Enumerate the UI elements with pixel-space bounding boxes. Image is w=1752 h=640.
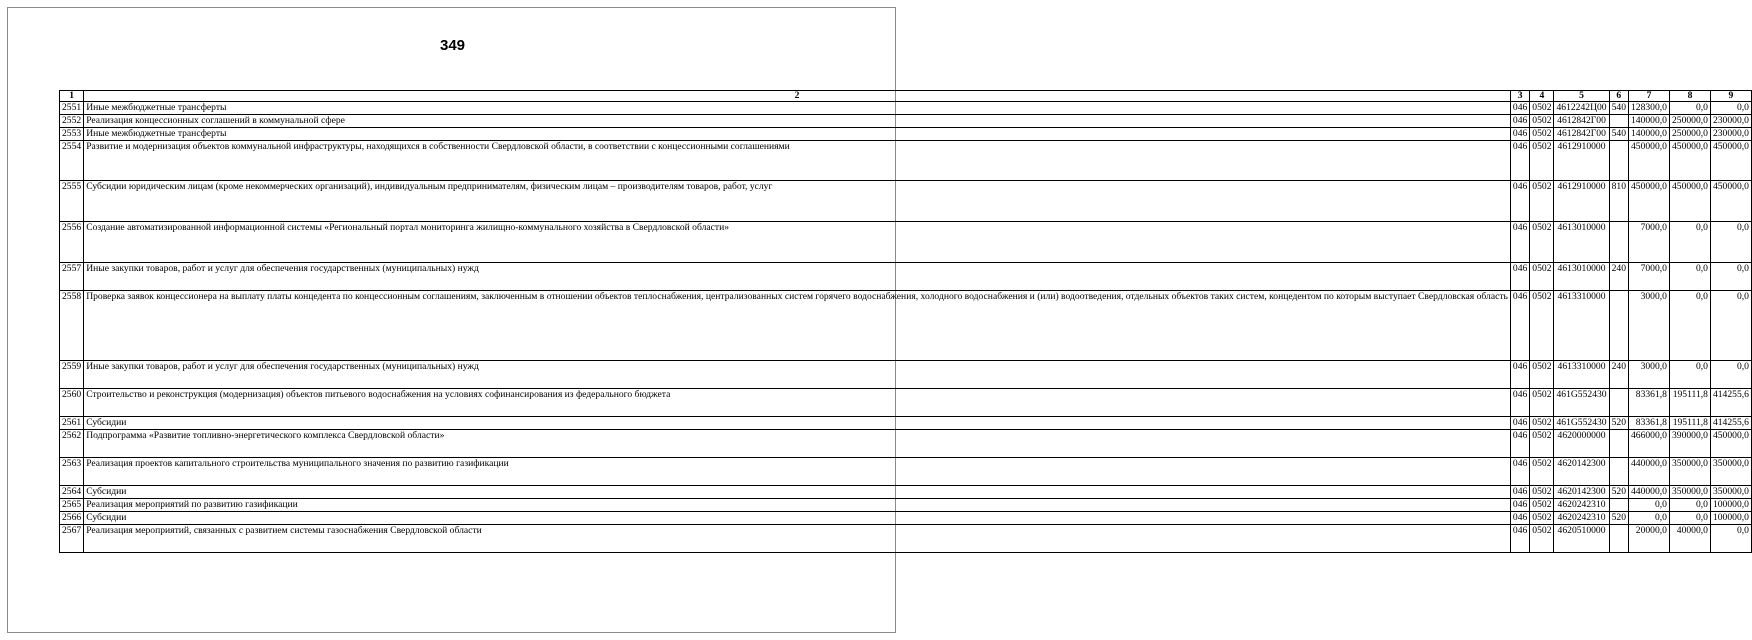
row-code-6 bbox=[1609, 389, 1628, 417]
row-amount-9: 450000,0 bbox=[1710, 181, 1751, 222]
row-amount-7: 83361,8 bbox=[1628, 417, 1669, 430]
row-code-5: 4613310000 bbox=[1554, 361, 1609, 389]
row-code-3: 046 bbox=[1510, 128, 1529, 141]
row-name: Подпрограмма «Развитие топливно-энергетического комплекса Свердловской области» bbox=[84, 430, 1511, 458]
row-amount-9: 350000,0 bbox=[1710, 486, 1751, 499]
row-number: 2558 bbox=[60, 291, 84, 361]
row-code-3: 046 bbox=[1510, 458, 1529, 486]
row-code-5: 4620000000 bbox=[1554, 430, 1609, 458]
table-row bbox=[60, 128, 1752, 141]
row-amount-8: 450000,0 bbox=[1669, 141, 1710, 181]
row-code-5: 4620242310 bbox=[1554, 512, 1609, 525]
row-amount-7: 20000,0 bbox=[1628, 525, 1669, 553]
row-code-5: 4612242Ц00 bbox=[1554, 102, 1609, 115]
row-amount-8: 0,0 bbox=[1669, 512, 1710, 525]
row-amount-7: 83361,8 bbox=[1628, 389, 1669, 417]
row-amount-7: 440000,0 bbox=[1628, 458, 1669, 486]
table-row bbox=[60, 263, 1752, 291]
row-code-3: 046 bbox=[1510, 181, 1529, 222]
row-number: 2561 bbox=[60, 417, 84, 430]
row-amount-7: 3000,0 bbox=[1628, 361, 1669, 389]
table-row bbox=[60, 512, 1752, 525]
row-code-4: 0502 bbox=[1530, 102, 1554, 115]
row-code-6 bbox=[1609, 141, 1628, 181]
row-amount-9: 0,0 bbox=[1710, 222, 1751, 263]
row-code-6: 520 bbox=[1609, 486, 1628, 499]
row-code-4: 0502 bbox=[1530, 512, 1554, 525]
row-amount-7: 3000,0 bbox=[1628, 291, 1669, 361]
row-code-3: 046 bbox=[1510, 361, 1529, 389]
header-cell: 3 bbox=[1510, 91, 1529, 102]
row-code-3: 046 bbox=[1510, 263, 1529, 291]
row-amount-8: 195111,8 bbox=[1669, 417, 1710, 430]
table-row bbox=[60, 389, 1752, 417]
row-code-4: 0502 bbox=[1530, 141, 1554, 181]
row-amount-9: 450000,0 bbox=[1710, 141, 1751, 181]
table-row bbox=[60, 525, 1752, 553]
row-amount-8: 350000,0 bbox=[1669, 486, 1710, 499]
row-number: 2567 bbox=[60, 525, 84, 553]
row-amount-9: 230000,0 bbox=[1710, 115, 1751, 128]
row-amount-7: 0,0 bbox=[1628, 512, 1669, 525]
row-code-6 bbox=[1609, 499, 1628, 512]
row-amount-7: 0,0 bbox=[1628, 499, 1669, 512]
row-number: 2551 bbox=[60, 102, 84, 115]
row-code-4: 0502 bbox=[1530, 263, 1554, 291]
row-amount-8: 450000,0 bbox=[1669, 181, 1710, 222]
row-amount-8: 0,0 bbox=[1669, 263, 1710, 291]
page-number: 349 bbox=[439, 37, 466, 54]
row-name: Развитие и модернизация объектов коммунальной инфраструктуры, находящихся в собственности Свердловской области, в соответствии с концессионными соглашениями bbox=[84, 141, 1511, 181]
header-cell: 2 bbox=[84, 91, 1511, 102]
row-number: 2564 bbox=[60, 486, 84, 499]
row-code-5: 461G552430 bbox=[1554, 389, 1609, 417]
row-name: Иные закупки товаров, работ и услуг для обеспечения государственных (муниципальных) нужд bbox=[84, 361, 1511, 389]
row-code-3: 046 bbox=[1510, 222, 1529, 263]
row-name: Иные закупки товаров, работ и услуг для обеспечения государственных (муниципальных) нужд bbox=[84, 263, 1511, 291]
row-code-4: 0502 bbox=[1530, 499, 1554, 512]
row-code-5: 4620142300 bbox=[1554, 486, 1609, 499]
row-code-6: 520 bbox=[1609, 512, 1628, 525]
row-code-3: 046 bbox=[1510, 102, 1529, 115]
row-code-6: 540 bbox=[1609, 102, 1628, 115]
row-code-3: 046 bbox=[1510, 115, 1529, 128]
row-number: 2557 bbox=[60, 263, 84, 291]
table-row bbox=[60, 141, 1752, 181]
row-amount-9: 414255,6 bbox=[1710, 389, 1751, 417]
row-amount-9: 350000,0 bbox=[1710, 458, 1751, 486]
row-code-5: 4620142300 bbox=[1554, 458, 1609, 486]
row-name: Иные межбюджетные трансферты bbox=[84, 128, 1511, 141]
row-code-6: 810 bbox=[1609, 181, 1628, 222]
table-row bbox=[60, 222, 1752, 263]
row-code-3: 046 bbox=[1510, 417, 1529, 430]
row-amount-8: 0,0 bbox=[1669, 499, 1710, 512]
row-number: 2556 bbox=[60, 222, 84, 263]
row-name: Проверка заявок концессионера на выплату платы концедента по концессионным соглашениям, заключенным в отношении объектов теплоснабжения, централизованных систем горячего водоснабжения, холодного водоснабжения и (или) водоотведения, отдельных объектов таких систем, концедентом по которым выступает Свердловская область bbox=[84, 291, 1511, 361]
row-name: Реализация мероприятий по развитию газификации bbox=[84, 499, 1511, 512]
table-row bbox=[60, 361, 1752, 389]
row-number: 2554 bbox=[60, 141, 84, 181]
row-amount-9: 100000,0 bbox=[1710, 512, 1751, 525]
header-row bbox=[60, 91, 1752, 102]
row-code-4: 0502 bbox=[1530, 222, 1554, 263]
table-row bbox=[60, 458, 1752, 486]
row-number: 2560 bbox=[60, 389, 84, 417]
row-code-5: 4612910000 bbox=[1554, 141, 1609, 181]
row-code-4: 0502 bbox=[1530, 417, 1554, 430]
row-name: Субсидии bbox=[84, 417, 1511, 430]
row-code-6 bbox=[1609, 458, 1628, 486]
row-code-6: 520 bbox=[1609, 417, 1628, 430]
row-code-6 bbox=[1609, 222, 1628, 263]
row-name: Реализация мероприятий, связанных с развитием системы газоснабжения Свердловской области bbox=[84, 525, 1511, 553]
row-amount-9: 0,0 bbox=[1710, 102, 1751, 115]
row-name: Иные межбюджетные трансферты bbox=[84, 102, 1511, 115]
row-code-6 bbox=[1609, 430, 1628, 458]
row-code-3: 046 bbox=[1510, 291, 1529, 361]
row-name: Субсидии юридическим лицам (кроме некоммерческих организаций), индивидуальным предпринимателям, физическим лицам – производителям товаров, работ, услуг bbox=[84, 181, 1511, 222]
row-code-4: 0502 bbox=[1530, 430, 1554, 458]
row-amount-7: 128300,0 bbox=[1628, 102, 1669, 115]
row-code-4: 0502 bbox=[1530, 115, 1554, 128]
row-code-4: 0502 bbox=[1530, 389, 1554, 417]
row-number: 2559 bbox=[60, 361, 84, 389]
table-row bbox=[60, 181, 1752, 222]
row-code-5: 4620510000 bbox=[1554, 525, 1609, 553]
row-amount-9: 0,0 bbox=[1710, 291, 1751, 361]
row-number: 2562 bbox=[60, 430, 84, 458]
table-row bbox=[60, 499, 1752, 512]
row-code-6: 540 bbox=[1609, 128, 1628, 141]
row-number: 2563 bbox=[60, 458, 84, 486]
row-code-5: 4612842Г00 bbox=[1554, 115, 1609, 128]
header-cell: 8 bbox=[1669, 91, 1710, 102]
row-code-5: 4613310000 bbox=[1554, 291, 1609, 361]
row-amount-9: 414255,6 bbox=[1710, 417, 1751, 430]
row-code-3: 046 bbox=[1510, 525, 1529, 553]
row-amount-7: 440000,0 bbox=[1628, 486, 1669, 499]
row-code-4: 0502 bbox=[1530, 361, 1554, 389]
row-code-5: 4613010000 bbox=[1554, 222, 1609, 263]
row-amount-8: 0,0 bbox=[1669, 291, 1710, 361]
row-number: 2552 bbox=[60, 115, 84, 128]
header-cell: 7 bbox=[1628, 91, 1669, 102]
header-cell: 9 bbox=[1710, 91, 1751, 102]
row-amount-7: 140000,0 bbox=[1628, 128, 1669, 141]
row-amount-8: 350000,0 bbox=[1669, 458, 1710, 486]
row-number: 2566 bbox=[60, 512, 84, 525]
row-code-6: 240 bbox=[1609, 263, 1628, 291]
row-name: Субсидии bbox=[84, 486, 1511, 499]
row-amount-9: 450000,0 bbox=[1710, 430, 1751, 458]
row-number: 2553 bbox=[60, 128, 84, 141]
row-code-4: 0502 bbox=[1530, 181, 1554, 222]
row-amount-9: 0,0 bbox=[1710, 263, 1751, 291]
table-row bbox=[60, 291, 1752, 361]
row-code-6: 240 bbox=[1609, 361, 1628, 389]
row-number: 2565 bbox=[60, 499, 84, 512]
row-name: Строительство и реконструкция (модернизация) объектов питьевого водоснабжения на условиях софинансирования из федерального бюджета bbox=[84, 389, 1511, 417]
row-amount-9: 100000,0 bbox=[1710, 499, 1751, 512]
row-code-5: 4612842Г00 bbox=[1554, 128, 1609, 141]
row-amount-7: 140000,0 bbox=[1628, 115, 1669, 128]
row-code-3: 046 bbox=[1510, 141, 1529, 181]
row-amount-8: 250000,0 bbox=[1669, 115, 1710, 128]
row-name: Реализация проектов капитального строительства муниципального значения по развитию газификации bbox=[84, 458, 1511, 486]
row-amount-7: 7000,0 bbox=[1628, 263, 1669, 291]
row-code-3: 046 bbox=[1510, 430, 1529, 458]
row-code-5: 4613010000 bbox=[1554, 263, 1609, 291]
row-code-4: 0502 bbox=[1530, 486, 1554, 499]
row-code-4: 0502 bbox=[1530, 128, 1554, 141]
row-amount-9: 0,0 bbox=[1710, 361, 1751, 389]
row-code-3: 046 bbox=[1510, 486, 1529, 499]
row-amount-8: 40000,0 bbox=[1669, 525, 1710, 553]
row-amount-7: 7000,0 bbox=[1628, 222, 1669, 263]
row-amount-9: 0,0 bbox=[1710, 525, 1751, 553]
row-amount-8: 250000,0 bbox=[1669, 128, 1710, 141]
header-cell: 1 bbox=[60, 91, 84, 102]
row-code-3: 046 bbox=[1510, 499, 1529, 512]
row-amount-8: 0,0 bbox=[1669, 222, 1710, 263]
row-name: Субсидии bbox=[84, 512, 1511, 525]
row-name: Реализация концессионных соглашений в коммунальной сфере bbox=[84, 115, 1511, 128]
row-code-5: 4620242310 bbox=[1554, 499, 1609, 512]
row-code-6 bbox=[1609, 115, 1628, 128]
table-row bbox=[60, 102, 1752, 115]
row-code-4: 0502 bbox=[1530, 525, 1554, 553]
row-code-3: 046 bbox=[1510, 389, 1529, 417]
row-name: Создание автоматизированной информационной системы «Региональный портал мониторинга жилищно-коммунального хозяйства в Свердловской области» bbox=[84, 222, 1511, 263]
row-code-5: 4612910000 bbox=[1554, 181, 1609, 222]
row-amount-7: 466000,0 bbox=[1628, 430, 1669, 458]
row-code-4: 0502 bbox=[1530, 458, 1554, 486]
table-row bbox=[60, 486, 1752, 499]
header-cell: 4 bbox=[1530, 91, 1554, 102]
header-cell: 6 bbox=[1609, 91, 1628, 102]
row-amount-8: 390000,0 bbox=[1669, 430, 1710, 458]
row-code-5: 461G552430 bbox=[1554, 417, 1609, 430]
header-cell: 5 bbox=[1554, 91, 1609, 102]
table-row bbox=[60, 115, 1752, 128]
row-code-6 bbox=[1609, 525, 1628, 553]
table-row bbox=[60, 417, 1752, 430]
budget-table bbox=[59, 90, 1752, 553]
row-amount-7: 450000,0 bbox=[1628, 141, 1669, 181]
table-row bbox=[60, 430, 1752, 458]
row-code-6 bbox=[1609, 291, 1628, 361]
row-amount-8: 0,0 bbox=[1669, 102, 1710, 115]
row-amount-8: 195111,8 bbox=[1669, 389, 1710, 417]
row-amount-8: 0,0 bbox=[1669, 361, 1710, 389]
row-amount-7: 450000,0 bbox=[1628, 181, 1669, 222]
row-number: 2555 bbox=[60, 181, 84, 222]
row-code-4: 0502 bbox=[1530, 291, 1554, 361]
row-amount-9: 230000,0 bbox=[1710, 128, 1751, 141]
row-code-3: 046 bbox=[1510, 512, 1529, 525]
